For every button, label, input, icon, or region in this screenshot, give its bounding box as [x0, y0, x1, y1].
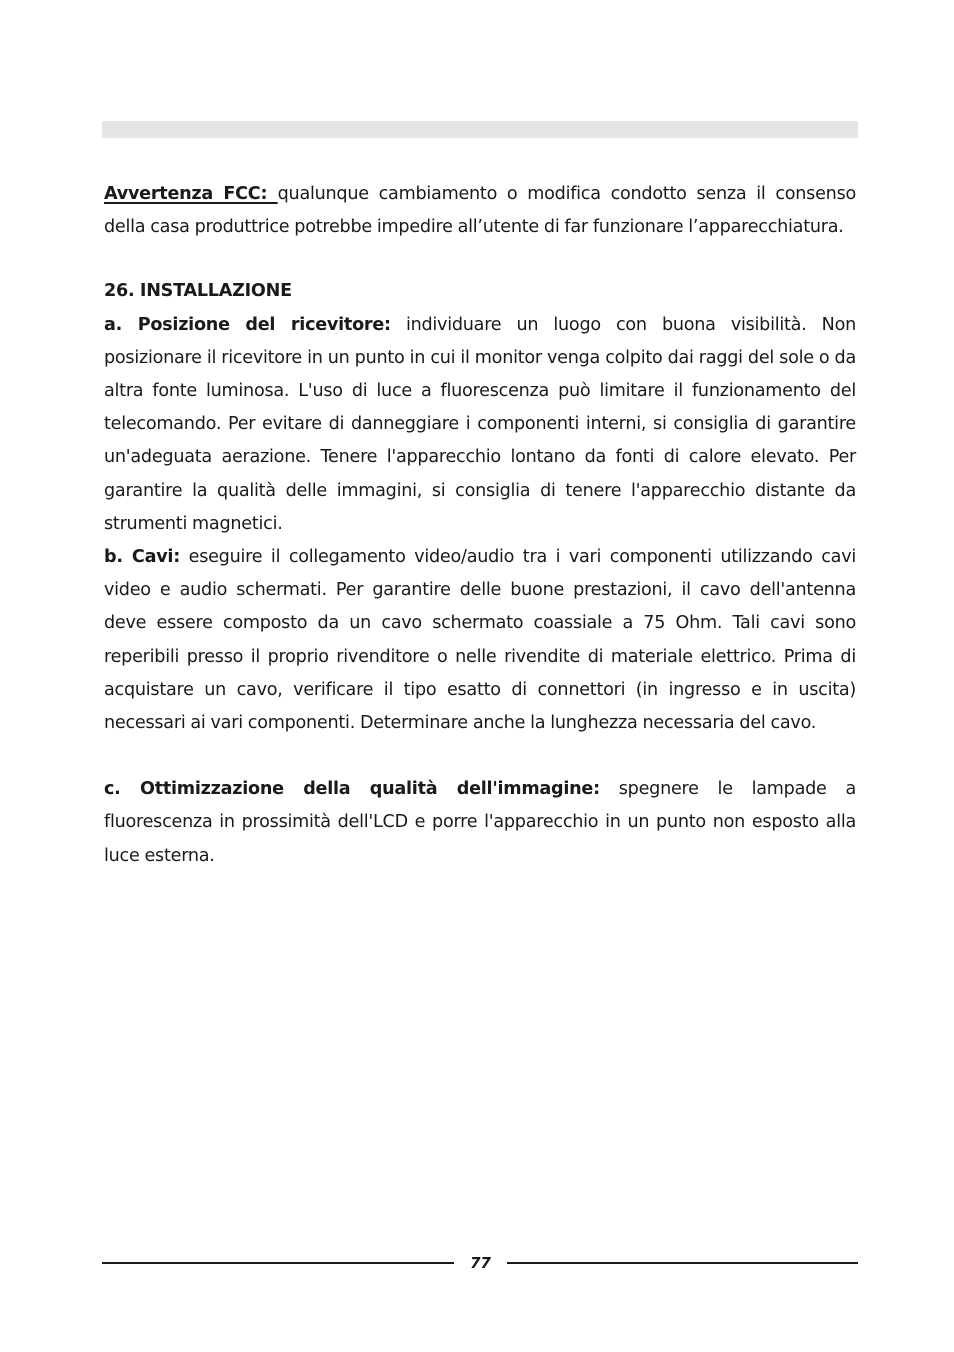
footer-rule-left: [102, 1262, 454, 1264]
fcc-warning-label: Avvertenza FCC:: [104, 184, 278, 204]
paragraph-c: [104, 773, 856, 873]
paragraph-b: [104, 541, 856, 740]
page-number: 77: [470, 1254, 491, 1272]
footer-rule-right: [507, 1262, 858, 1264]
paragraph-b-text: eseguire il collegamento video/audio tra i vari componenti utilizzando cavi video e audio schermati. Per garantire delle buone prestazioni, il cavo dell'antenna deve essere composto da un cavo schermato coassiale a 75 Ohm. Tali cavi sono reperibili presso il proprio rivenditore o nelle rivendite di materiale elettrico. Prima di acquistare un cavo, verificare il tipo esatto di connettori (in ingresso e in uscita) necessari ai vari componenti. Determinare anche la lunghezza necessaria del cavo.: [104, 547, 856, 734]
page-content: [104, 178, 856, 873]
header-bar: [102, 121, 858, 138]
paragraph-a-text: individuare un luogo con buona visibilità. Non posizionare il ricevitore in un punto in cui il monitor venga colpito dai raggi del sole o da altra fonte luminosa. L'uso di luce a fluorescenza può limitare il funzionamento del telecomando. Per evitare di danneggiare i componenti interni, si consiglia di garantire un'adeguata aerazione. Tenere l'apparecchio lontano da fonti di calore elevato. Per garantire la qualità delle immagini, si consiglia di tenere l'apparecchio distante da strumenti magnetici.: [104, 314, 856, 534]
paragraph-a: [104, 309, 856, 541]
paragraph-a-label: a. Posizione del ricevitore:: [104, 314, 391, 335]
section-title: 26. INSTALLAZIONE: [104, 281, 292, 302]
paragraph-b-label: b. Cavi:: [104, 547, 180, 568]
paragraph-c-text: spegnere le lampade a fluorescenza in prossimità dell'LCD e porre l'apparecchio in un punto non esposto alla luce esterna.: [104, 779, 856, 866]
fcc-warning-text: qualunque cambiamento o modifica condotto senza il consenso della casa produttrice potrebbe impedire all’utente di far funzionare l’apparecchiatura.: [104, 184, 856, 238]
fcc-warning: [104, 178, 856, 244]
paragraph-c-label: c. Ottimizzazione della qualità dell'immagine:: [104, 779, 600, 800]
